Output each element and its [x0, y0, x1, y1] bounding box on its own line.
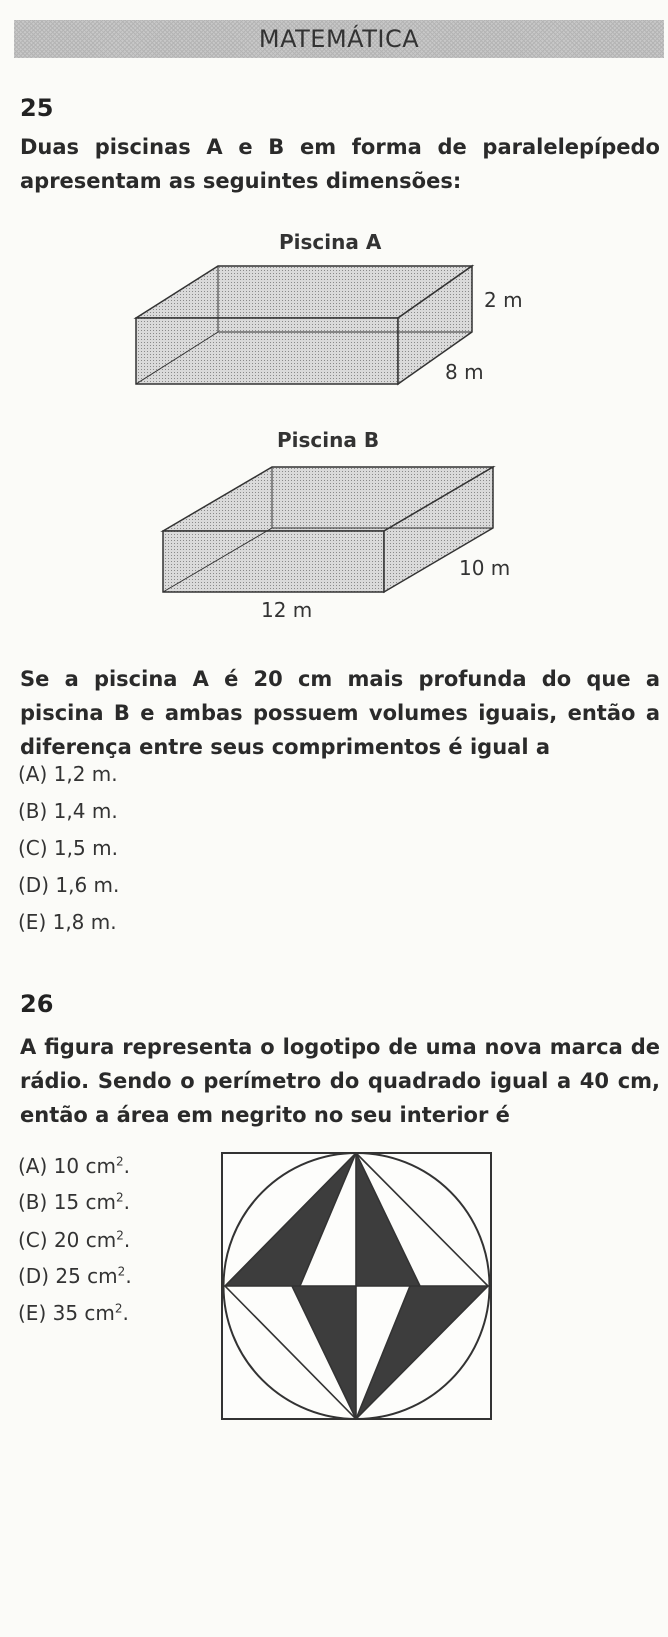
question-25-statement: Duas piscinas A e B em forma de paralelepípedo apresentam as seguintes dimensões:: [20, 135, 660, 193]
q25-option-e[interactable]: (E) 1,8 m.: [18, 910, 117, 934]
q26-option-d-value: 25 cm: [55, 1264, 118, 1288]
pool-b-length-label: 12 m: [261, 598, 313, 622]
question-25-prompt: Se a piscina A é 20 cm mais profunda do que a piscina B e ambas possuem volumes iguais, então a diferença entre seus comprimentos é igual a: [20, 667, 660, 759]
q26-option-e-exponent: 2: [114, 1301, 123, 1316]
q26-option-b-end: .: [123, 1190, 130, 1214]
pool-a-box: [136, 266, 472, 384]
pool-b-box: [163, 467, 493, 592]
radio-logo-figure: [222, 1153, 491, 1419]
q26-option-b[interactable]: [18, 1190, 130, 1214]
q26-option-b-letter: (B): [18, 1190, 48, 1214]
subject-header: MATEMÁTICA: [14, 20, 664, 58]
q26-option-c-exponent: 2: [116, 1228, 124, 1243]
q25-option-c[interactable]: (C) 1,5 m.: [18, 836, 118, 860]
q25-option-d[interactable]: (D) 1,6 m.: [18, 873, 120, 897]
q25-option-b[interactable]: (B) 1,4 m.: [18, 799, 118, 823]
q26-option-b-exponent: 2: [115, 1190, 124, 1205]
q26-option-d[interactable]: [18, 1264, 132, 1288]
q26-option-a-exponent: 2: [115, 1154, 124, 1169]
q26-option-d-letter: (D): [18, 1264, 50, 1288]
pool-b-title: Piscina B: [277, 428, 380, 452]
pool-b-width-label: 10 m: [459, 556, 511, 580]
q26-option-c-end: .: [123, 1228, 131, 1252]
q26-option-e-end: .: [122, 1301, 129, 1325]
q26-option-d-end: .: [125, 1264, 132, 1288]
q25-option-a[interactable]: (A) 1,2 m.: [18, 762, 118, 786]
question-25-number: 25: [20, 94, 54, 122]
q26-option-e[interactable]: [18, 1301, 129, 1325]
q26-option-d-exponent: 2: [117, 1264, 126, 1279]
pool-a-depth-label: 2 m: [484, 288, 523, 312]
q26-option-a-value: 10 cm: [53, 1154, 116, 1178]
q26-option-e-letter: (E): [18, 1301, 47, 1325]
q26-option-c-letter: (C): [18, 1228, 48, 1252]
q26-option-c[interactable]: [18, 1228, 130, 1252]
q26-option-a-letter: (A): [18, 1154, 48, 1178]
q26-option-c-value: 20 cm: [53, 1228, 117, 1252]
q26-option-a[interactable]: [18, 1154, 130, 1178]
pool-a-width-label: 8 m: [445, 360, 484, 384]
q26-option-e-value: 35 cm: [52, 1301, 115, 1325]
pool-a-title: Piscina A: [279, 230, 382, 254]
question-26-number: 26: [20, 990, 54, 1018]
question-26-statement: A figura representa o logotipo de uma nova marca de rádio. Sendo o perímetro do quadrado igual a 40 cm, então a área em negrito no seu interior é: [20, 1035, 660, 1127]
q26-option-b-value: 15 cm: [53, 1190, 116, 1214]
q26-option-a-end: .: [123, 1154, 130, 1178]
